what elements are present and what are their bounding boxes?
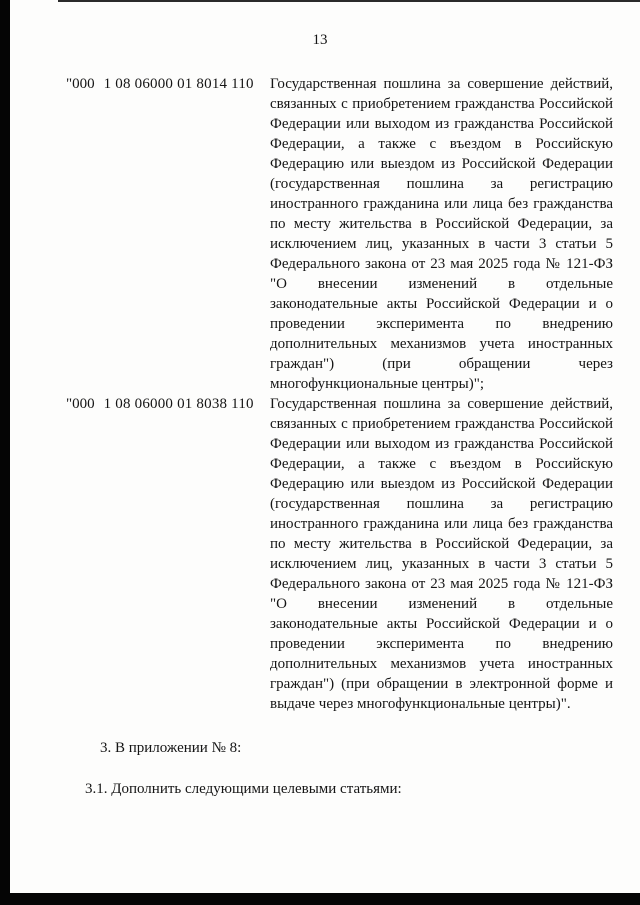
entry-description: Государственная пошлина за совершение действий, связанных с приобретением гражданства Российской Федерации или выходом из гражданства Российской Федерации, а также с въездом в Российскую Федерацию или выездом из Российской Федерации (государственная пошлина за регистрацию иностранного гражданина или лица без гражданства по месту жительства в Российской Федерации, за исключением лиц, указанных в части 3 статьи 5 Федерального закона от 23 мая 2025 года № 121-ФЗ "О внесении изменений в отдельные законодательные акты Российской Федерации и о проведении эксперимента по внедрению дополнительных механизмов учета иностранных граждан") (при обращении через многофункциональные центры)"; — [270, 76, 613, 392]
scan-edge-bottom — [0, 893, 640, 905]
scan-edge-left — [0, 0, 10, 905]
scan-edge-top — [58, 0, 640, 2]
budget-entry — [0, 74, 640, 394]
entry-admin-code: "000 — [66, 76, 95, 92]
entry-codes — [0, 394, 270, 414]
entry-codes — [0, 74, 270, 94]
budget-entry — [0, 394, 640, 714]
paragraph-3: 3. В приложении № 8: — [100, 740, 242, 756]
entry-description: Государственная пошлина за совершение действий, связанных с приобретением гражданства Российской Федерации или выходом из гражданства Российской Федерации, а также с въездом в Российскую Федерацию или выездом из Российской Федерации (государственная пошлина за регистрацию иностранного гражданина или лица без гражданства по месту жительства в Российской Федерации, за исключением лиц, указанных в части 3 статьи 5 Федерального закона от 23 мая 2025 года № 121-ФЗ "О внесении изменений в отдельные законодательные акты Российской Федерации и о проведении эксперимента по внедрению дополнительных механизмов учета иностранных граждан") (при обращении в электронной форме и выдаче через многофункциональные центры)". — [270, 396, 613, 712]
paragraph-3-1: 3.1. Дополнить следующими целевыми статьями: — [85, 781, 402, 797]
entry-admin-code: "000 — [66, 396, 95, 412]
entry-budget-code: 1 08 06000 01 8038 110 — [103, 396, 254, 412]
page-number: 13 — [312, 32, 328, 48]
budget-code-entries — [0, 74, 640, 714]
entry-budget-code: 1 08 06000 01 8014 110 — [103, 76, 254, 92]
